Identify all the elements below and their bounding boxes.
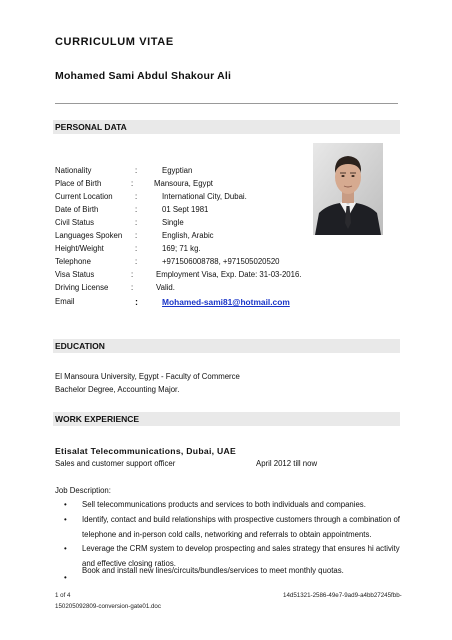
row-value: English, Arabic <box>162 231 214 240</box>
candidate-name: Mohamed Sami Abdul Shakour Ali <box>55 70 232 82</box>
row-label: Civil Status <box>55 218 94 227</box>
row-label: Languages Spoken <box>55 231 123 240</box>
row-colon: : <box>135 218 138 227</box>
personal-row <box>55 191 355 203</box>
header-divider <box>55 103 398 104</box>
personal-row <box>55 178 355 190</box>
bullet-item: Identify, contact and build relationships with prospective customers through a combination of telephone and in-person cold calls, networking and referrals to obtain appointments. <box>82 515 400 539</box>
row-label: Place of Birth <box>55 179 102 188</box>
bullet-icon: • <box>64 573 67 582</box>
row-value: Mansoura, Egypt <box>154 179 213 188</box>
row-colon: : <box>135 192 138 201</box>
row-value: Valid. <box>156 283 175 292</box>
row-colon: : <box>135 297 138 307</box>
personal-row <box>55 204 355 216</box>
profile-photo-portrait <box>313 143 383 235</box>
personal-row <box>55 165 355 177</box>
row-colon: : <box>135 257 138 266</box>
company-name: Etisalat Telecommunications, Dubai, UAE <box>55 446 237 456</box>
row-label: Email <box>55 297 75 306</box>
job-position: Sales and customer support officer <box>55 459 176 468</box>
row-value: International City, Dubai. <box>162 192 247 201</box>
personal-row <box>55 296 355 308</box>
cv-title: CURRICULUM VITAE <box>55 36 174 48</box>
bullet-item: Book and install new lines/circuits/bundles/services to meet monthly quotas. <box>82 566 344 575</box>
bullet-icon: • <box>64 544 67 553</box>
row-value: Single <box>162 218 184 227</box>
document-id: 14d51321-2586-49e7-9ad9-a4bb27245fbb- <box>283 592 402 599</box>
row-label: Height/Weight <box>55 244 104 253</box>
row-value: 169; 71 kg. <box>162 244 201 253</box>
personal-row <box>55 217 355 229</box>
row-colon: : <box>131 270 134 279</box>
profile-photo <box>313 143 383 235</box>
bullet-icon: • <box>64 515 67 524</box>
job-period: April 2012 till now <box>256 459 318 468</box>
row-label: Visa Status <box>55 270 95 279</box>
row-label: Date of Birth <box>55 205 99 214</box>
bullet-item: Leverage the CRM system to develop prospecting and sales strategy that ensures hi activity and effective closing ratios. <box>82 544 400 568</box>
page-number: 1 of 4 <box>55 592 71 599</box>
row-colon: : <box>135 231 138 240</box>
row-colon: : <box>131 283 134 292</box>
bullet-item: Sell telecommunications products and services to both individuals and companies. <box>82 500 366 509</box>
row-colon: : <box>135 166 138 175</box>
personal-row <box>55 282 355 294</box>
row-value: Employment Visa, Exp. Date: 31-03-2016. <box>156 270 302 279</box>
section-work-experience: WORK EXPERIENCE <box>53 412 400 426</box>
row-label: Current Location <box>55 192 113 201</box>
job-description-label: Job Description: <box>55 486 111 495</box>
education-line-2: Bachelor Degree, Accounting Major. <box>55 385 180 394</box>
section-personal-data: PERSONAL DATA <box>53 120 400 134</box>
bullet-icon: • <box>64 500 67 509</box>
email-link[interactable]: Mohamed-sami81@hotmail.com <box>162 297 290 307</box>
education-line-1: El Mansoura University, Egypt - Faculty of Commerce <box>55 372 240 381</box>
row-colon: : <box>131 179 134 188</box>
personal-row <box>55 256 355 268</box>
row-colon: : <box>135 244 138 253</box>
personal-row <box>55 243 355 255</box>
row-colon: : <box>135 205 138 214</box>
section-education: EDUCATION <box>53 339 400 353</box>
row-label: Driving License <box>55 283 109 292</box>
row-label: Telephone <box>55 257 91 266</box>
personal-row <box>55 269 355 281</box>
row-value: 01 Sept 1981 <box>162 205 209 214</box>
row-value: +971506008788, +971505020520 <box>162 257 280 266</box>
row-label: Nationality <box>55 166 92 175</box>
personal-row <box>55 230 355 242</box>
row-value: Egyptian <box>162 166 193 175</box>
document-name: 150205092809-conversion-gate01.doc <box>55 603 161 610</box>
